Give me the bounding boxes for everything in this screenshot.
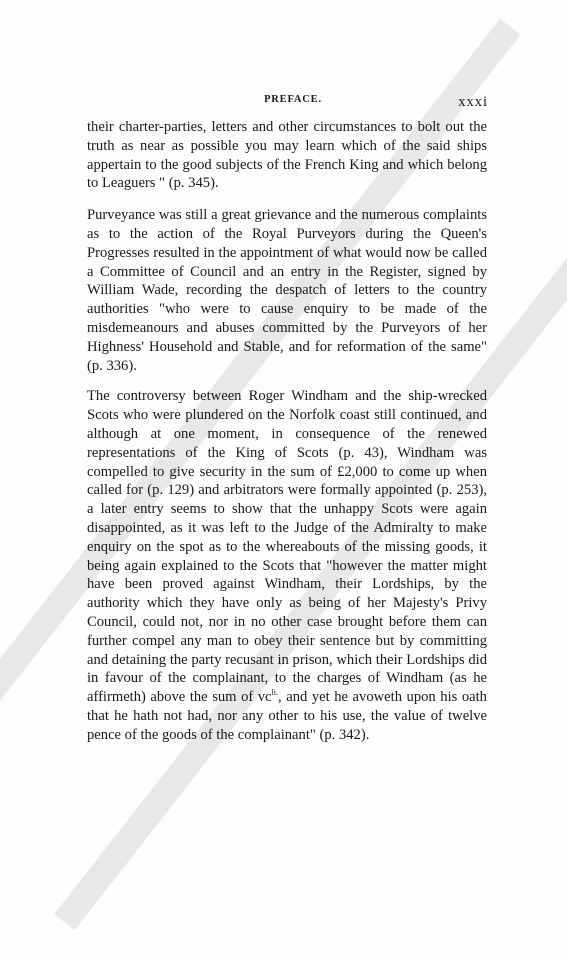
paragraph-3-text-b: , and yet he avoweth upon his oath that he hath not had, nor any other to his use, the value of twelve pence of the goods of the complainant" (p. 342). [87,689,487,743]
paragraph-3 [87,387,487,744]
page-number: xxxi [458,94,488,110]
paragraph-2: Purveyance was still a great grievance and the numerous complaints as to the action of the Royal Purveyors during the Queen's Progresses resulted in the appointment of what would now be called a Committee of Council and an entry in the Register, signed by William Wade, recording the despatch of letters to the country authorities "who were to cause enquiry to be made of the misdemeanours and abuses committed by the Purveyors of her Highness' Household and Stable, and for reformation of the same" (p. 336). [87,207,487,374]
running-head [98,94,488,111]
page-body [87,118,487,757]
superscript-li: li. [271,688,279,698]
running-title: PREFACE. [264,94,322,105]
paragraph-3-text-a: The controversy between Roger Windham and the ship-wrecked Scots who were plundered on the Norfolk coast still continued, and although at one moment, in consequence of the renewed representations of the King of Scots (p. 43), Windham was compelled to give security in the sum of £2,000 to come up when called for (p. 129) and arbitrators were formally appointed (p. 253), a later entry seems to show that the unhappy Scots were again disappointed, as it was left to the Judge of the Admiralty to make enquiry on the spot as to the whereabouts of the missing goods, it being again explained to the Scots that "however the matter might have been proved against Windham, their Lordships, by the authority which they have only as being of her Majesty's Privy Council, could not, nor in no other case brought before them can further compel any man to obey their sentence but by committing and detaining the party recusant in prison, which their Lordships did in favour of the complainant, to the charges of Windham (as he affirmeth) above the sum of vc [87,388,487,706]
paragraph-1: their charter-parties, letters and other circumstances to bolt out the truth as near as possible you may learn which of the said ships appertain to the good subjects of the French King and which belong to Leaguers " (p. 345). [87,119,487,192]
